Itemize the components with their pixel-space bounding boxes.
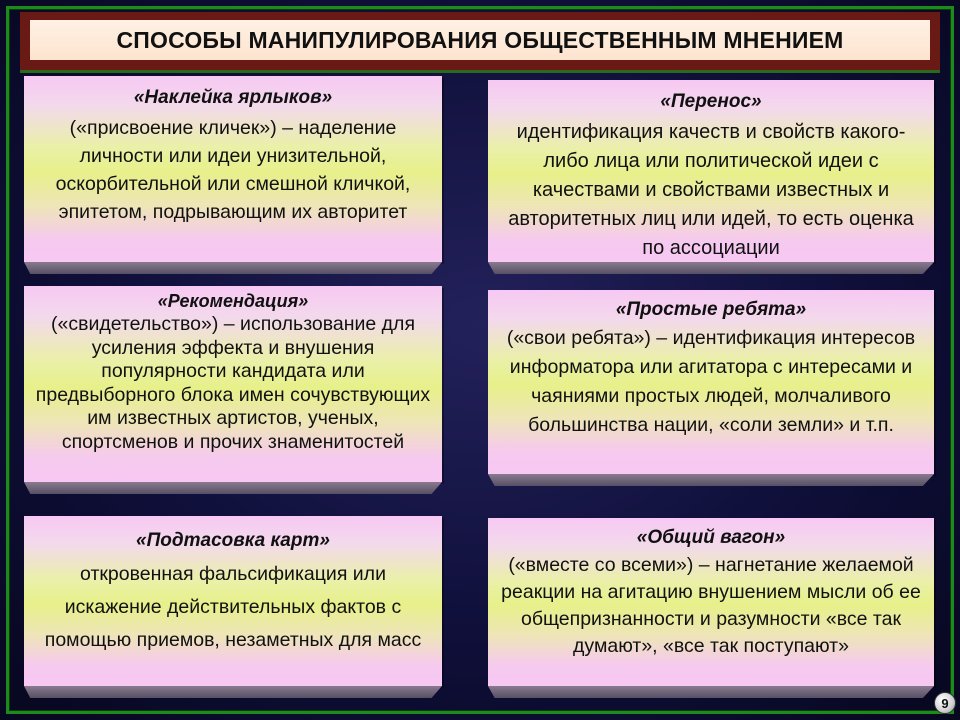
card-body xyxy=(32,290,434,482)
card-body xyxy=(496,524,926,686)
card-description: («вместе со всеми») – нагнетание желаемой реакции на агитацию внушением мысли об ее общепризнанности и разумности «все так думают», «все так поступают» xyxy=(501,554,921,657)
card-description: («присвоение кличек») – наделение личности или идеи унизительной, оскорбительной или смешной кличкой, эпитетом, подрывающим их авторитет xyxy=(55,117,411,223)
card-heading: «Общий вагон» xyxy=(636,527,786,548)
method-card-testimonial xyxy=(24,286,442,482)
method-card-plain-folks xyxy=(488,290,934,474)
card-description: («свидетельство») – использование для усиления эффекта и внушения популярности кандидата или предвыборного блока имен сочувствующих им известных артистов, ученых, спортсменов и прочих знаменитостей xyxy=(35,313,431,453)
card-body xyxy=(32,84,434,262)
card-body xyxy=(496,296,926,474)
method-card-transfer xyxy=(488,80,934,262)
title-panel xyxy=(30,20,930,60)
card-shadow-base xyxy=(24,482,442,494)
card-shadow-base xyxy=(488,686,934,698)
card-shadow-base xyxy=(488,262,934,274)
card-body xyxy=(32,526,434,686)
card-heading: «Рекомендация» xyxy=(157,291,309,311)
page-number-badge: 9 xyxy=(934,692,956,714)
card-heading: «Перенос» xyxy=(660,91,762,112)
card-description: откровенная фальсификация или искажение действительных фактов с помощью приемов, незаметных для масс xyxy=(44,563,422,651)
card-heading: «Подтасовка карт» xyxy=(136,530,330,551)
card-description: идентификация качеств и свойств какого-либо лица или политической идеи с качествами и свойствами известных и авторитетных лиц или идей, то есть оценка по ассоциации xyxy=(508,121,914,259)
card-description: («свои ребята») – идентификация интересов информатора или агитатора с интересами и чаяниями простых людей, молчаливого большинства нации, «соли земли» и т.п. xyxy=(506,327,916,436)
title-banner xyxy=(20,12,940,73)
card-shadow-base xyxy=(24,686,442,698)
card-heading: «Простые ребята» xyxy=(615,299,807,320)
method-card-bandwagon xyxy=(488,518,934,686)
card-body xyxy=(496,88,926,262)
method-card-card-stacking xyxy=(24,516,442,686)
card-heading: «Наклейка ярлыков» xyxy=(133,87,333,108)
card-shadow-base xyxy=(488,474,934,486)
slide-title: СПОСОБЫ МАНИПУЛИРОВАНИЯ ОБЩЕСТВЕННЫМ МНЕНИЕМ xyxy=(116,26,844,53)
method-card-labeling xyxy=(24,76,442,262)
card-shadow-base xyxy=(24,262,442,274)
